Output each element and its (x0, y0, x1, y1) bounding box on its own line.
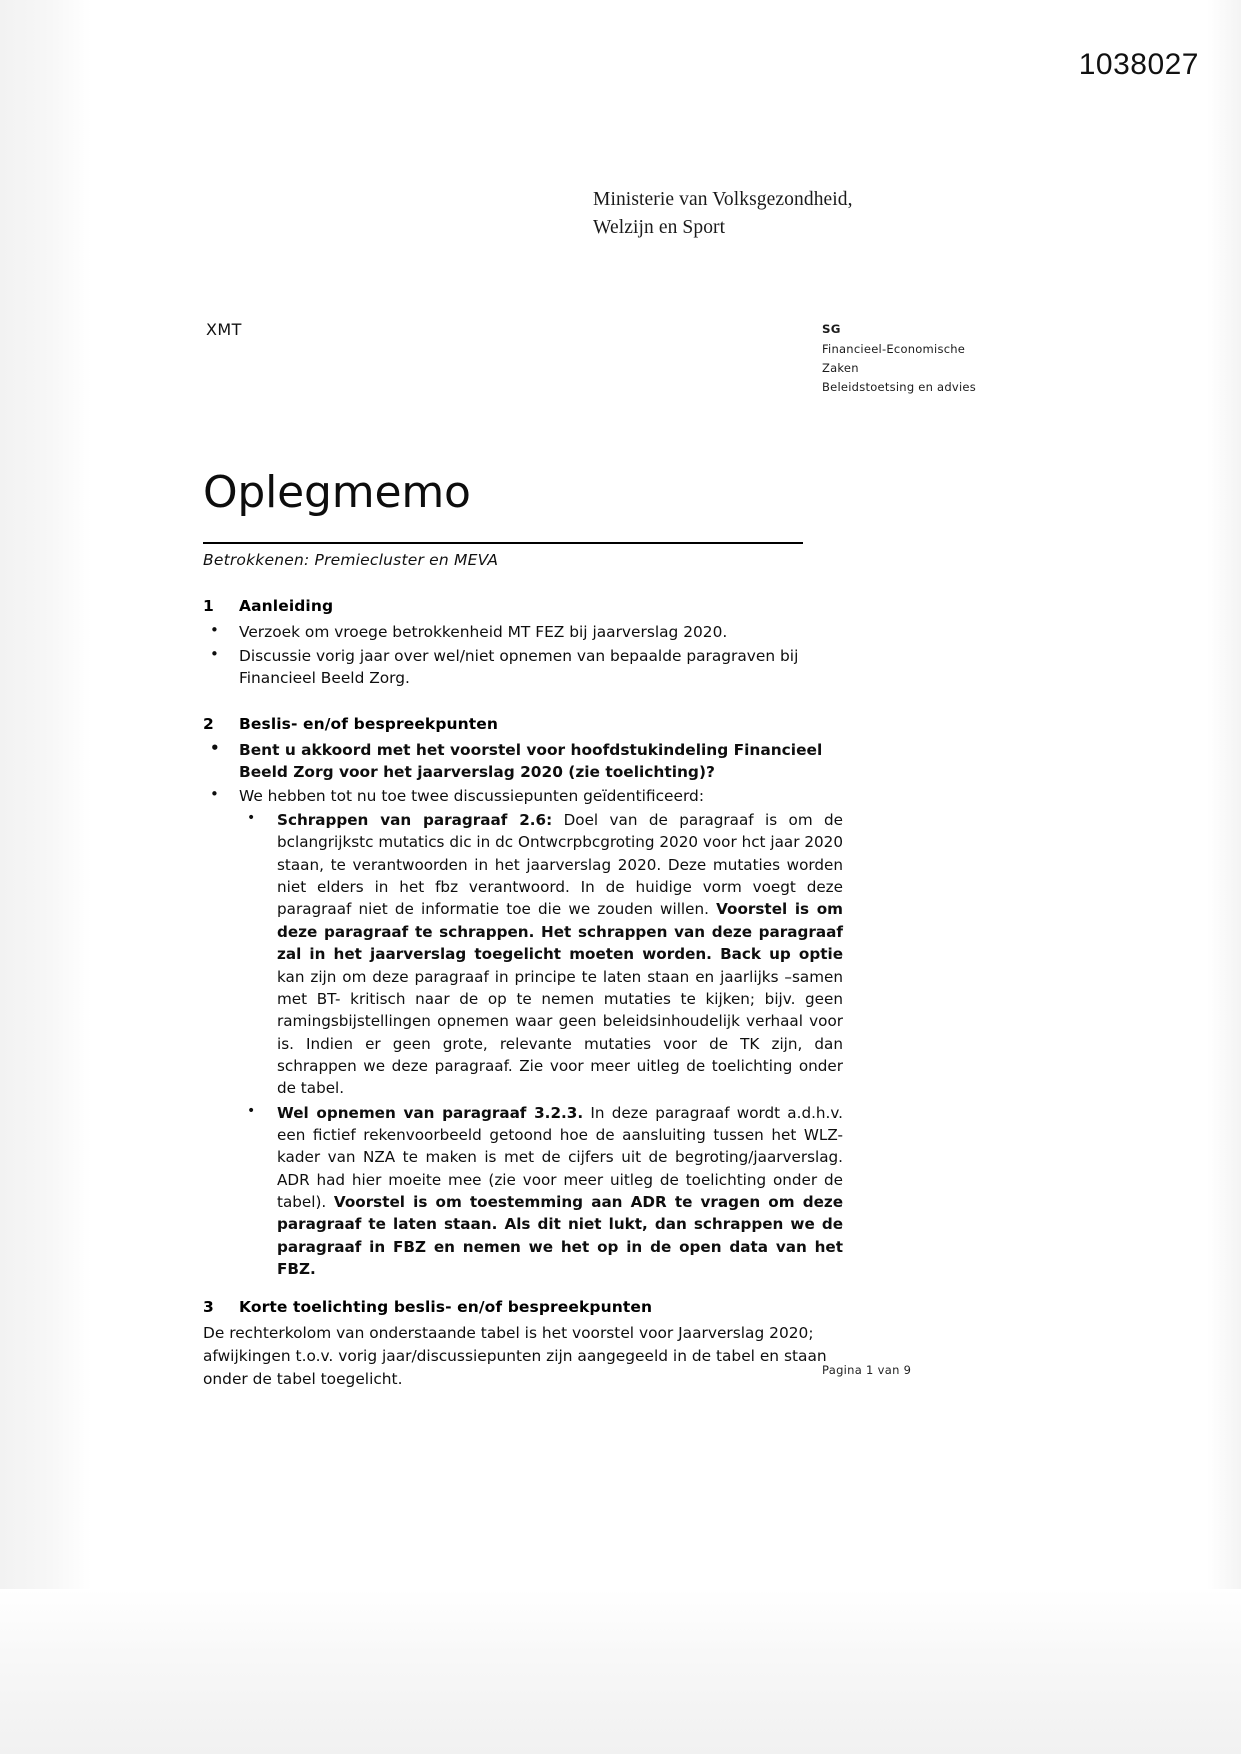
section-3-paragraph: De rechterkolom van onderstaande tabel is het voorstel voor Jaarverslag 2020; afwijkingen t.o.v. vorig jaar/discussiepunten zijn aangegeeld in de tabel en staan onder de tabel toegelicht. (203, 1324, 827, 1388)
section-3-number: 3 (203, 1298, 214, 1317)
subitem-2-bold-1: Voorstel is om toestemming aan ADR te vragen om deze paragraaf te laten staan. Als dit niet lukt, dan schrappen we de paragraaf in FBZ en nemen we het op in de open data van het FBZ. (277, 1192, 844, 1278)
document-content (203, 467, 844, 1390)
subitem-2-body-1: In deze paragraaf wordt a.d.h.v. een fictief rekenvoorbeeld getoond hoe de aansluiting tussen het WLZ-kader van NZA te maken is met de cijfers uit de begroting/jaarverslag. ADR had hier moeite mee (zie voor meer uitleg de toelichting onder de tabel). (277, 1103, 844, 1211)
scan-edge-bottom (0, 1589, 1241, 1754)
subitem-2-lead: Wel opnemen van paragraaf 3.2.3 (277, 1103, 578, 1122)
section-2-bullets (203, 739, 843, 807)
subitem-1-lead-suffix: : (546, 811, 553, 830)
spacer (203, 1282, 843, 1298)
list-item-decision-question: • Bent u akkoord met het voorstel voor hoofdstukindeling Financieel Beeld Zorg voor het jaarverslag 2020 (zie toelichting)? (203, 739, 843, 784)
section-3-title: Korte toelichting beslis- en/of bespreekpunten (239, 1298, 653, 1317)
spacer (203, 691, 843, 715)
subitem-1-lead: Schrappen van paragraaf 2.6 (277, 811, 547, 830)
subitem-1-body-2: kan zijn om deze paragraaf in principe te laten staan en jaarlijks –samen met BT- kritisch naar de op te nemen mutaties te kijken; bijv. geen ramingsbijstellingen opnemen waar geen beleidsinhoudelijk verhaal voor is. Indien er geen grote, relevante mutaties voor de TK zijn, dan schrappen we deze paragraaf. Zie voor meer uitleg de toelichting onder de tabel. (277, 967, 843, 1098)
list-item: • Verzoek om vroege betrokkenheid MT FEZ bij jaarverslag 2020. (203, 621, 843, 643)
section-2-title: Beslis- en/of bespreekpunten (239, 714, 499, 733)
section-1-title: Aanleiding (239, 597, 334, 616)
subitem-2-lead-suffix: . (577, 1103, 584, 1122)
page-footer: Pagina 1 van 9 (822, 1363, 912, 1377)
ministry-line-1: Ministerie van Volksgezondheid, (593, 189, 853, 210)
scan-edge-left (0, 0, 92, 1754)
scan-edge-right (1207, 0, 1241, 1754)
department-title: SG (822, 322, 841, 336)
page-title: Oplegmemo (203, 467, 471, 518)
list-item: • Discussie vorig jaar over wel/niet opnemen van bepaalde paragraven bij Financieel Beeld Zorg. (203, 645, 843, 690)
section-2-number: 2 (203, 714, 214, 733)
department-line-1: Financieel-Economische (822, 341, 966, 356)
ministry-line-2: Welzijn en Sport (593, 216, 726, 238)
section-1-heading (203, 597, 843, 615)
department-block (822, 320, 1082, 398)
subitem-1-bold-1: Voorstel is om deze paragraaf te schrappen. Het schrappen van deze paragraaf zal in het jaarverslag toegelicht moeten worden. Back up optie (277, 900, 843, 964)
department-line-3: Beleidstoetsing en advies (822, 380, 976, 395)
section-1-bullets (203, 621, 843, 689)
list-item-intro: • We hebben tot nu toe twee discussiepunten geïdentificeerd: (203, 785, 843, 807)
subitem-1-body-1: Doel van de paragraaf is om de bclangrijkstc mutatics dic in dc Ontwcrpbcgroting 2020 voor hct jaar 2020 staan, te verantwoorden in het jaarverslag 2020. Deze mutaties worden niet elders in het fbz verantwoord. In de huidige vorm voegt deze paragraaf niet de informatie toe die we zouden willen. (277, 811, 844, 919)
list-item-discussion-point-2 (239, 1102, 843, 1281)
section-2-subbullets (239, 809, 843, 1280)
title-divider (203, 542, 803, 544)
document-number: 1038027 (1078, 48, 1199, 81)
section-3-heading (203, 1298, 843, 1316)
betrokkenen-line: Betrokkenen: Premiecluster en MEVA (203, 551, 499, 570)
section-2-heading (203, 715, 843, 733)
department-line-2: Zaken (822, 361, 859, 376)
list-item-discussion-point-1 (239, 809, 843, 1099)
ministry-header (593, 186, 853, 241)
addressee: XMT (206, 320, 242, 339)
section-1-number: 1 (203, 597, 214, 616)
